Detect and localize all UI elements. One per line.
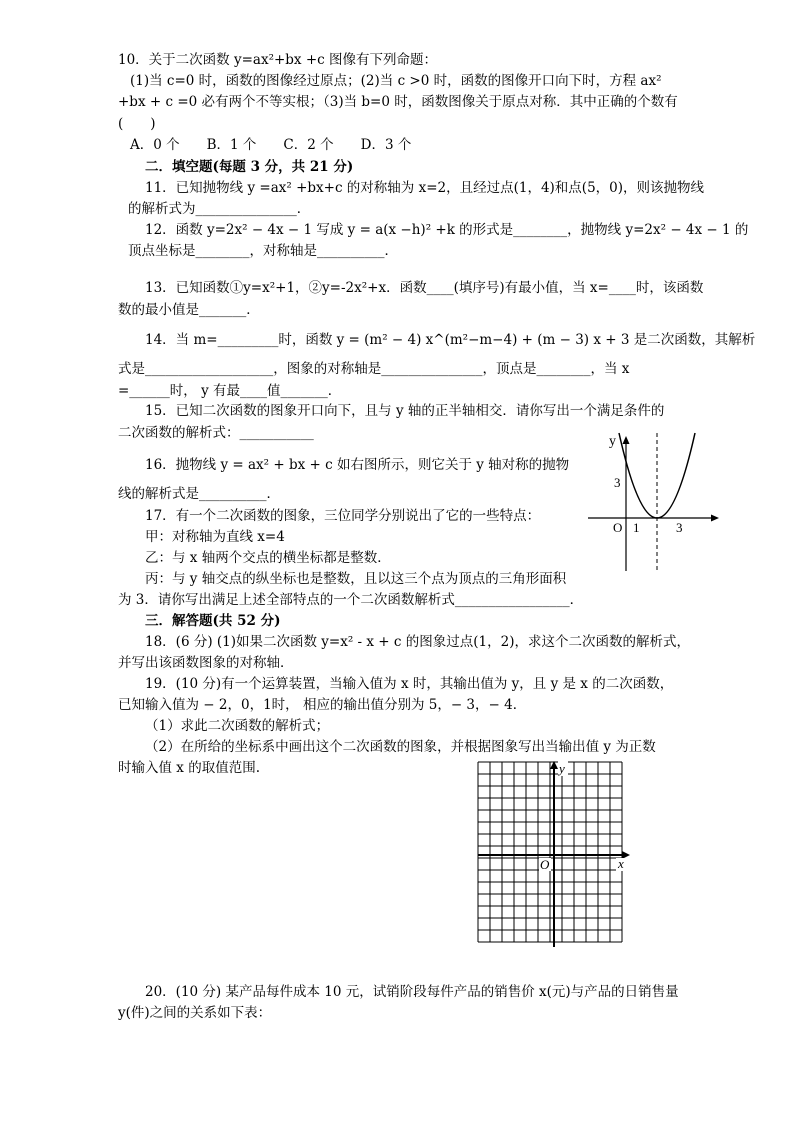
grid-x-label: x (618, 856, 624, 871)
q19-part2-line1: （2）在所给的坐标系中画出这个二次函数的图象，并根据图象写出当输出值 y 为正数 (145, 739, 656, 755)
q19-line1: 19．(10 分)有一个运算装置，当输入值为 x 时，其输出值为 y，且 y 是 x 的二次函数， (145, 676, 674, 692)
y-axis-arrow (623, 436, 630, 444)
q12-line2: 顶点坐标是________，对称轴是__________． (128, 243, 398, 259)
q16-line2: 线的解析式是__________． (118, 486, 280, 502)
q11-line2: 的解析式为_______________． (128, 201, 311, 217)
section-2-heading: 二．填空题(每题 3 分，共 21 分) (145, 159, 354, 175)
grid-y-label: y (559, 761, 565, 776)
q15-line2: 二次函数的解析式：___________ (118, 425, 314, 441)
q14-line1: 14．当 m=_________时，函数 y = (m² − 4) x^(m²−m−4) + (m − 3) x + 3 是二次函数，其解析 (145, 332, 756, 348)
x-tick-3-label: 3 (676, 520, 683, 535)
q14-line3: =______时， y 有最____值_______． (118, 383, 342, 399)
q18-line2: 并写出该函数图象的对称轴． (118, 655, 294, 671)
coordinate-grid-figure (476, 760, 632, 950)
x-tick-1-label: 1 (633, 520, 640, 535)
q13-line1: 13．已知函数①y=x²+1，②y=-2x²+x．函数____(填序号)有最小值，当 x=____时，该函数 (145, 280, 704, 296)
q17-line4: 丙：与 y 轴交点的纵坐标也是整数，且以这三个点为顶点的三角形面积 (145, 571, 567, 587)
q10-line4: ( ) (118, 116, 156, 132)
parabola-figure (588, 428, 723, 574)
y-tick-3-label: 3 (614, 475, 621, 490)
q16-line1: 16．抛物线 y = ax² + bx + c 如右图所示，则它关于 y 轴对称的抛物 (145, 457, 570, 473)
q19-part1: （1）求此二次函数的解析式； (145, 718, 330, 734)
q17-line3: 乙：与 x 轴两个交点的横坐标都是整数． (145, 550, 391, 566)
q14-line2: 式是___________________，图象的对称轴是_______________，顶点是________，当 x (118, 361, 630, 377)
q13-line2: 数的最小值是_______． (118, 302, 260, 318)
section-3-heading: 三．解答题(共 52 分) (145, 613, 281, 629)
q10-line3: +bx + c =0 必有两个不等实根；（3)当 b=0 时，函数图像关于原点对称．其中正确的个数有 (118, 94, 678, 110)
y-axis-label: y (609, 434, 616, 449)
x-axis-arrow (711, 515, 719, 522)
q20-line2: y(件)之间的关系如下表： (118, 1005, 272, 1021)
q17-line1: 17．有一个二次函数的图象，三位同学分别说出了它的一些特点： (145, 508, 541, 524)
q17-line2: 甲：对称轴为直线 x=4 (145, 529, 285, 545)
q10-line2: (1)当 c=0 时，函数的图像经过原点；(2)当 c >0 时，函数的图像开口向下时，方程 ax² (130, 73, 662, 89)
q19-part2-line2: 时输入值 x 的取值范围. (118, 760, 260, 776)
q12-line1: 12．函数 y=2x² − 4x − 1 写成 y = a(x −h)² +k 的形式是________，抛物线 y=2x² − 4x − 1 的 (145, 222, 749, 238)
q18-line1: 18．(6 分) (1)如果二次函数 y=x² - x + c 的图象过点(1，2)，求这个二次函数的解析式， (145, 634, 690, 650)
grid-lines (478, 762, 622, 942)
q10-options: A．0 个 B．1 个 C．2 个 D．3 个 (130, 137, 412, 153)
q17-line5: 为 3．请你写出满足上述全部特点的一个二次函数解析式_________________． (118, 592, 584, 608)
q11-line1: 11．已知抛物线 y =ax² +bx+c 的对称轴为 x=2，且经过点(1，4)和点(5，0)，则该抛物线 (145, 180, 705, 196)
q10-line1: 10．关于二次函数 y=ax²+bx +c 图像有下列命题： (118, 52, 438, 68)
q19-line2: 已知输入值为 − 2，0，1时， 相应的输出值分别为 5，− 3，− 4． (118, 697, 527, 713)
q20-line1: 20．(10 分) 某产品每件成本 10 元，试销阶段每件产品的销售价 x(元)与产品的日销售量 (145, 984, 679, 1000)
origin-label: O (613, 520, 623, 535)
q15-line1: 15．已知二次函数的图象开口向下，且与 y 轴的正半轴相交．请你写出一个满足条件的 (145, 403, 665, 419)
grid-origin-label: O (540, 857, 550, 872)
